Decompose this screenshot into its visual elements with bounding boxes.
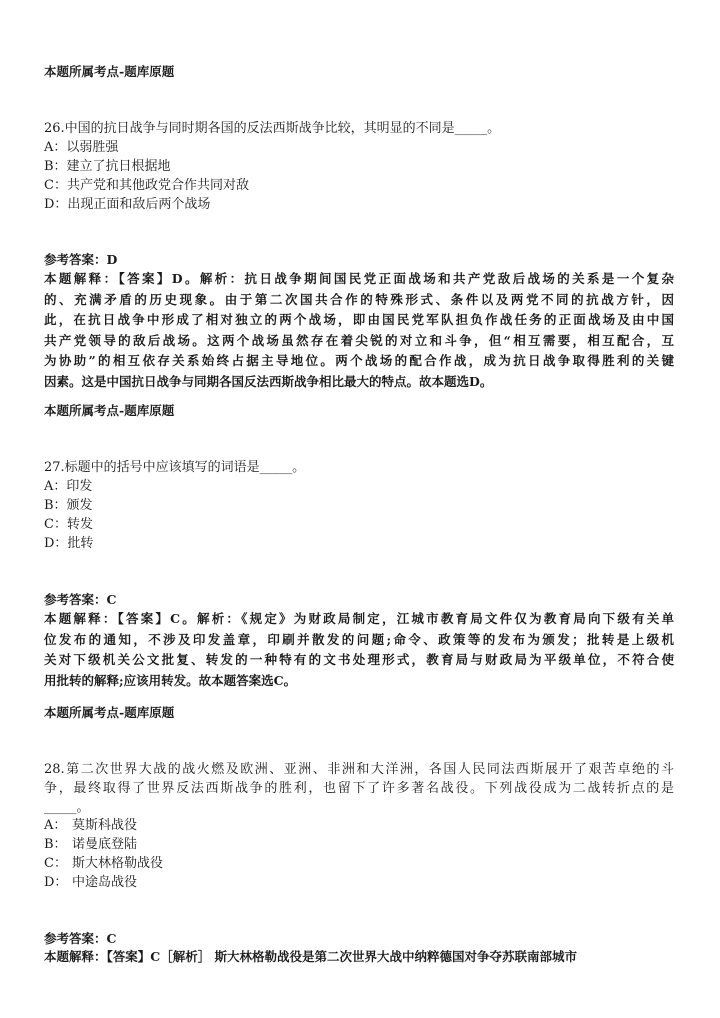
explanation-line: 此，在抗日战争中形成了相对独立的两个战场，即由国民党军队担负作战任务的正面战场及由中国 [44, 312, 674, 327]
question-27-option-c: C：转发 [44, 517, 93, 532]
question-27-option-b: B：颁发 [44, 498, 93, 513]
option-text: 中途岛战役 [72, 875, 138, 890]
question-28-explanation: 本题解释：【答案】C［解析］ 斯大林格勒战役是第二次世界大战中纳粹德国对争夺苏联南部城市 [44, 949, 578, 964]
question-27-explanation [44, 609, 674, 691]
explanation-line: 共产党领导的敌后战场。这两个战场虽然存在着尖锐的对立和斗争，但“相互需要，相互配合，互 [44, 332, 674, 348]
question-28-option-c [44, 855, 163, 873]
explanation-line: 用批转的解释;应该用转发。故本题答案选C。 [44, 672, 297, 688]
question-stem-line: 争，最终取得了世界反法西斯战争的胜利，也留下了许多著名战役。下列战役成为二战转折点的是 [44, 781, 674, 796]
option-key: D： [44, 875, 68, 890]
question-28-option-d [44, 874, 137, 892]
question-26-explanation [44, 269, 674, 392]
option-key: C： [44, 856, 67, 871]
question-26-option-a: A：以弱胜强 [44, 140, 119, 155]
question-26-option-d: D：出现正面和敌后两个战场 [44, 197, 211, 212]
option-text: 斯大林格勒战役 [72, 856, 164, 871]
explanation-line: 本题解释：【答案】D。解析：抗日战争期间国民党正面战场和共产党敌后战场的关系是一个复杂 [44, 271, 674, 286]
question-28-option-b [44, 836, 137, 854]
question-26-option-b: B：建立了抗日根据地 [44, 159, 171, 174]
question-28-answer: 参考答案：C [44, 931, 117, 946]
option-text: 诺曼底登陆 [72, 837, 138, 852]
question-27-stem: 27.标题中的括号中应该填写的词语是_____。 [44, 460, 306, 475]
explanation-line: 因素。这是中国抗日战争与同期各国反法西斯战争相比最大的特点。故本题选D。 [44, 373, 493, 389]
question-28-option-a [44, 817, 137, 835]
explanation-line: 为协助”的相互依存关系始终占据主导地位。两个战场的配合作战，成为抗日战争取得胜利的关键 [44, 353, 674, 368]
question-27-answer: 参考答案：C [44, 592, 117, 607]
section-label: 本题所属考点-题库原题 [44, 403, 175, 418]
question-26-answer: 参考答案：D [44, 252, 118, 267]
option-key: B： [44, 837, 67, 852]
question-27-option-a: A：印发 [44, 479, 93, 494]
explanation-line: 本题解释：【答案】C。解析：《规定》为财政局制定，江城市教育局文件仅为教育局向下级有关单 [44, 611, 674, 626]
question-26-stem: 26.中国的抗日战争与同时期各国的反法西斯战争比较，其明显的不同是_____。 [44, 121, 501, 136]
question-stem-line: _____。 [44, 800, 90, 815]
option-text: 莫斯科战役 [72, 818, 138, 833]
question-28-stem [44, 760, 674, 817]
question-26-option-c: C：共产党和其他政党合作共同对敌 [44, 178, 249, 193]
explanation-line: 的、充满矛盾的历史现象。由于第二次国共合作的特殊形式、条件以及两党不同的抗战方针，因 [44, 291, 674, 307]
option-key: A： [44, 818, 67, 833]
section-label: 本题所属考点-题库原题 [44, 705, 175, 720]
question-27-option-d: D：批转 [44, 536, 94, 551]
section-label: 本题所属考点-题库原题 [44, 64, 175, 79]
explanation-line: 位发布的通知，不涉及印发盖章，印刷并散发的问题;命令、政策等的发布为颁发；批转是上级机 [44, 631, 674, 647]
question-stem-line: 28.第二次世界大战的战火燃及欧洲、亚洲、非洲和大洋洲，各国人民同法西斯展开了艰苦卓绝的斗 [44, 762, 674, 777]
explanation-line: 关对下级机关公文批复、转发的一种特有的文书处理形式，教育局与财政局为平级单位，不符合使 [44, 652, 674, 667]
